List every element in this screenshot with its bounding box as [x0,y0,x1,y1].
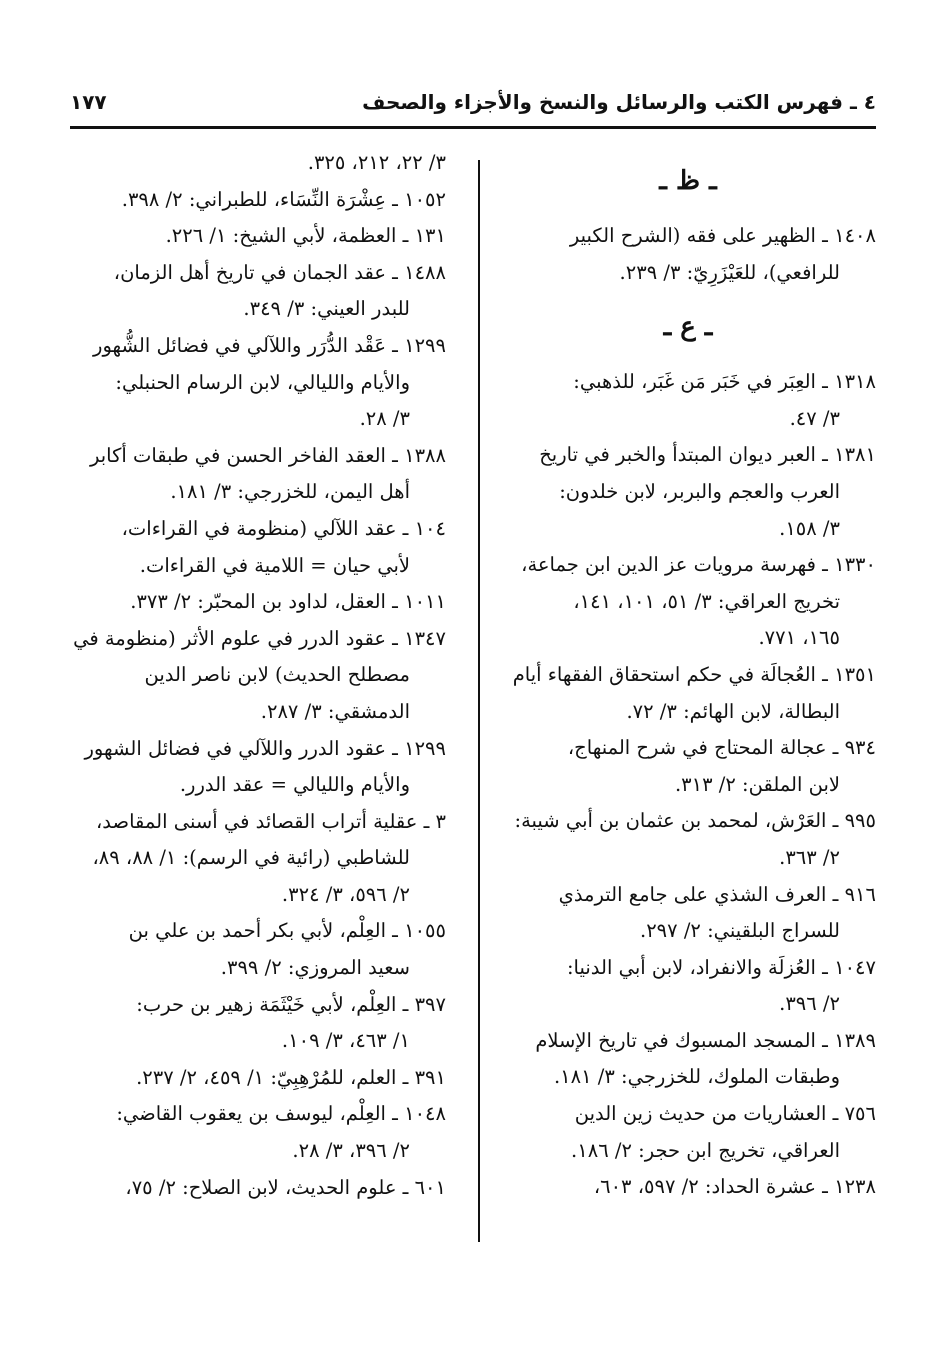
section-heading-ain: ـ ع ـ [663,312,713,343]
entry-continuation-line: ١/ ٤٦٣، ٣/ ١٠٩. [281,1029,410,1053]
index-entry [70,218,446,255]
index-entry [500,547,876,657]
index-entry [500,1023,876,1096]
entry-continuation-line: ٣/ ٤٧. [789,406,840,430]
entry-continuation-line: للرافعي)، للعَيْزَرِيّ: ٣/ ٢٣٩. [619,260,840,284]
entries-ain [500,364,876,1206]
index-entry [500,657,876,730]
entry-line: ١٢٩٩ ـ عقود الدرر واللآلي في فضائل الشهور [84,736,446,760]
entry-line: ١٣٥١ ـ العُجالَة في حكم استحقاق الفقهاء أيام [512,662,876,686]
entry-continuation-line: العرب والعجم والبربر، لابن خلدون: [559,479,840,503]
index-entry [500,437,876,547]
index-entry [70,1060,446,1097]
entry-continuation-line: ٣/ ١٥٨. [779,516,840,540]
entry-line: ٦٠١ ـ علوم الحديث، لابن الصلاح: ٢/ ٧٥، [125,1175,446,1199]
entry-line: ١٠٤٨ ـ العِلْم، ليوسف بن يعقوب القاضي: [116,1102,446,1126]
entry-line: ١٠٥٢ ـ عِشْرَة النِّسَاء، للطبراني: ٢/ ٣٩٨. [121,187,446,211]
header-rule [70,126,876,129]
index-entry [70,255,446,328]
index-entry [500,1096,876,1169]
index-entry [70,804,446,914]
entry-line: ١٢٣٨ ـ عشرة الحداد: ٢/ ٥٩٧، ٦٠٣، [593,1175,876,1199]
entry-continuation-line: سعيد المروزي: ٢/ ٣٩٩. [220,956,410,980]
entry-continuation-line: ٣/ ٢٨. [359,407,410,431]
entry-continuation-line: العراقي، تخريج ابن حجر: ٢/ ١٨٦. [571,1138,840,1162]
index-entry [70,621,446,731]
index-entry [500,950,876,1023]
entry-continuation-line: ٢/ ٣٩٦. [779,992,840,1016]
entry-line: ١٤٨٨ ـ عقد الجمان في تاريخ أهل الزمان، [113,260,446,284]
entry-line: ٩١٦ ـ العرف الشذي على جامع الترمذي [558,882,876,906]
entry-continuation-line: للشاطبي (رائية في الرسم): ١/ ٨٨، ٨٩، [92,846,410,870]
entry-continuation-line: للبدر العيني: ٣/ ٣٤٩. [243,297,410,321]
entry-continuation-line: البطالة، لابن الهائم: ٣/ ٧٢. [626,699,840,723]
index-entry [70,511,446,584]
left-column [70,145,446,1206]
entry-line: ١٣٨١ ـ العبر ديوان المبتدأ والخبر في تاريخ [539,443,876,467]
index-entry [70,145,446,182]
index-entry [70,328,446,438]
index-entry [70,731,446,804]
entry-line: ١٠٤٧ ـ العُزلَة والانفراد، لابن أبي الدنيا: [566,955,876,979]
index-entry [70,584,446,621]
entry-continuation-line: تخريج العراقي: ٣/ ٥١، ١٠١، ١٤١، [573,589,840,613]
entry-continuation-line: الدمشقي: ٣/ ٢٨٧. [260,699,410,723]
entry-continuation-line: أهل اليمن، للخزرجي: ٣/ ١٨١. [170,480,410,504]
entry-line: ١٠٥٥ ـ العِلْم، لأبي بكر أحمد بن علي بن [128,919,446,943]
entry-line: ١٣١٨ ـ العِبَر في خَبَر مَن غَبَر، للذهبي: [573,370,876,394]
entry-continuation-line: مصطلح الحديث) لابن ناصر الدين [144,663,410,687]
entry-continuation-line: ١٦٥، ٧٧١. [758,626,840,650]
entries-ain-continued [70,145,446,1206]
index-entry [70,1170,446,1207]
index-entry [500,364,876,437]
entry-line: ٣/ ٢٢، ٢١٢، ٣٢٥. [307,151,446,174]
entry-continuation-line: للسراج البلقيني: ٢/ ٢٩٧. [640,919,840,943]
index-entry [500,877,876,950]
entry-line: ١٣٨٨ ـ العقد الفاخر الحسن في طبقات أكابر [89,443,446,467]
index-entry [500,730,876,803]
index-entry [70,438,446,511]
right-column [500,145,876,1206]
running-header [70,90,876,124]
index-entry [70,913,446,986]
entry-line: ١٠٤ ـ عقد اللآلي (منظومة في القراءات، [121,516,446,540]
entry-continuation-line: ٢/ ٣٩٦، ٣/ ٢٨. [292,1139,410,1163]
entry-line: ٣٩١ ـ العلم، للمُرْهِبِيّ: ١/ ٤٥٩، ٢/ ٢٣٧. [136,1065,446,1089]
entry-line: ١٢٩٩ ـ عَقْد الدُّرَر واللآلي في فضائل الشُّهور [93,333,446,357]
entry-continuation-line: والأيام والليالي = عقد الدرر. [179,773,410,797]
entry-continuation-line: ٢/ ٥٩٦، ٣/ ٣٢٤. [281,882,410,906]
index-entry [70,182,446,219]
entry-line: ١٣٤٧ ـ عقود الدرر في علوم الأثر (منظومة في [73,626,446,650]
entry-line: ١٣٨٩ ـ المسجد المسبوك في تاريخ الإسلام [535,1028,876,1052]
entry-line: ١٠١١ ـ العقل، لداود بن المحبّر: ٢/ ٣٧٣. [130,590,446,614]
section-heading-za: ـ ظ ـ [659,166,717,196]
entry-continuation-line: ٢/ ٣٦٣. [779,845,840,869]
entry-line: ٣ ـ عقلية أتراب القصائد في أسنى المقاصد، [96,809,446,833]
entry-line: ٣٩٧ ـ العِلْم، لأبي خَيْثَمَة زهير بن حرب: [136,992,446,1016]
index-entry [500,803,876,876]
index-entry [70,987,446,1060]
entry-continuation-line: لابن الملقن: ٢/ ٣١٣. [674,772,840,796]
entries-za [500,218,876,291]
entry-line: ٧٥٦ ـ العشاريات من حديث زين الدين [574,1102,876,1126]
index-entry [500,1169,876,1206]
entry-line: ١٣٣٠ ـ فهرسة مرويات عز الدين ابن جماعة، [521,553,876,577]
entry-line: ١٤٠٨ ـ الظهير على فقه (الشرح الكبير [569,224,876,247]
entry-line: ٩٩٥ ـ العَرْش، لمحمد بن عثمان بن أبي شيبة: [514,809,876,833]
index-entry [70,1096,446,1169]
entry-line: ١٣١ ـ العظمة، لأبي الشيخ: ١/ ٢٢٦. [165,224,446,248]
entry-continuation-line: والأيام والليالي، لابن الرسام الحنبلي: [115,370,410,394]
entry-line: ٩٣٤ ـ عجالة المحتاج في شرح المنهاج، [567,736,876,760]
entry-continuation-line: وطبقات الملوك، للخزرجي: ٣/ ١٨١. [553,1065,840,1089]
index-entry [500,218,876,291]
header-title: ٤ ـ فهرس الكتب والرسائل والنسخ والأجزاء والصحف [362,90,876,114]
entry-continuation-line: لأبي حيان = اللامية في القراءات. [139,553,410,577]
page-number: ١٧٧ [70,90,107,114]
column-divider [478,160,480,1242]
